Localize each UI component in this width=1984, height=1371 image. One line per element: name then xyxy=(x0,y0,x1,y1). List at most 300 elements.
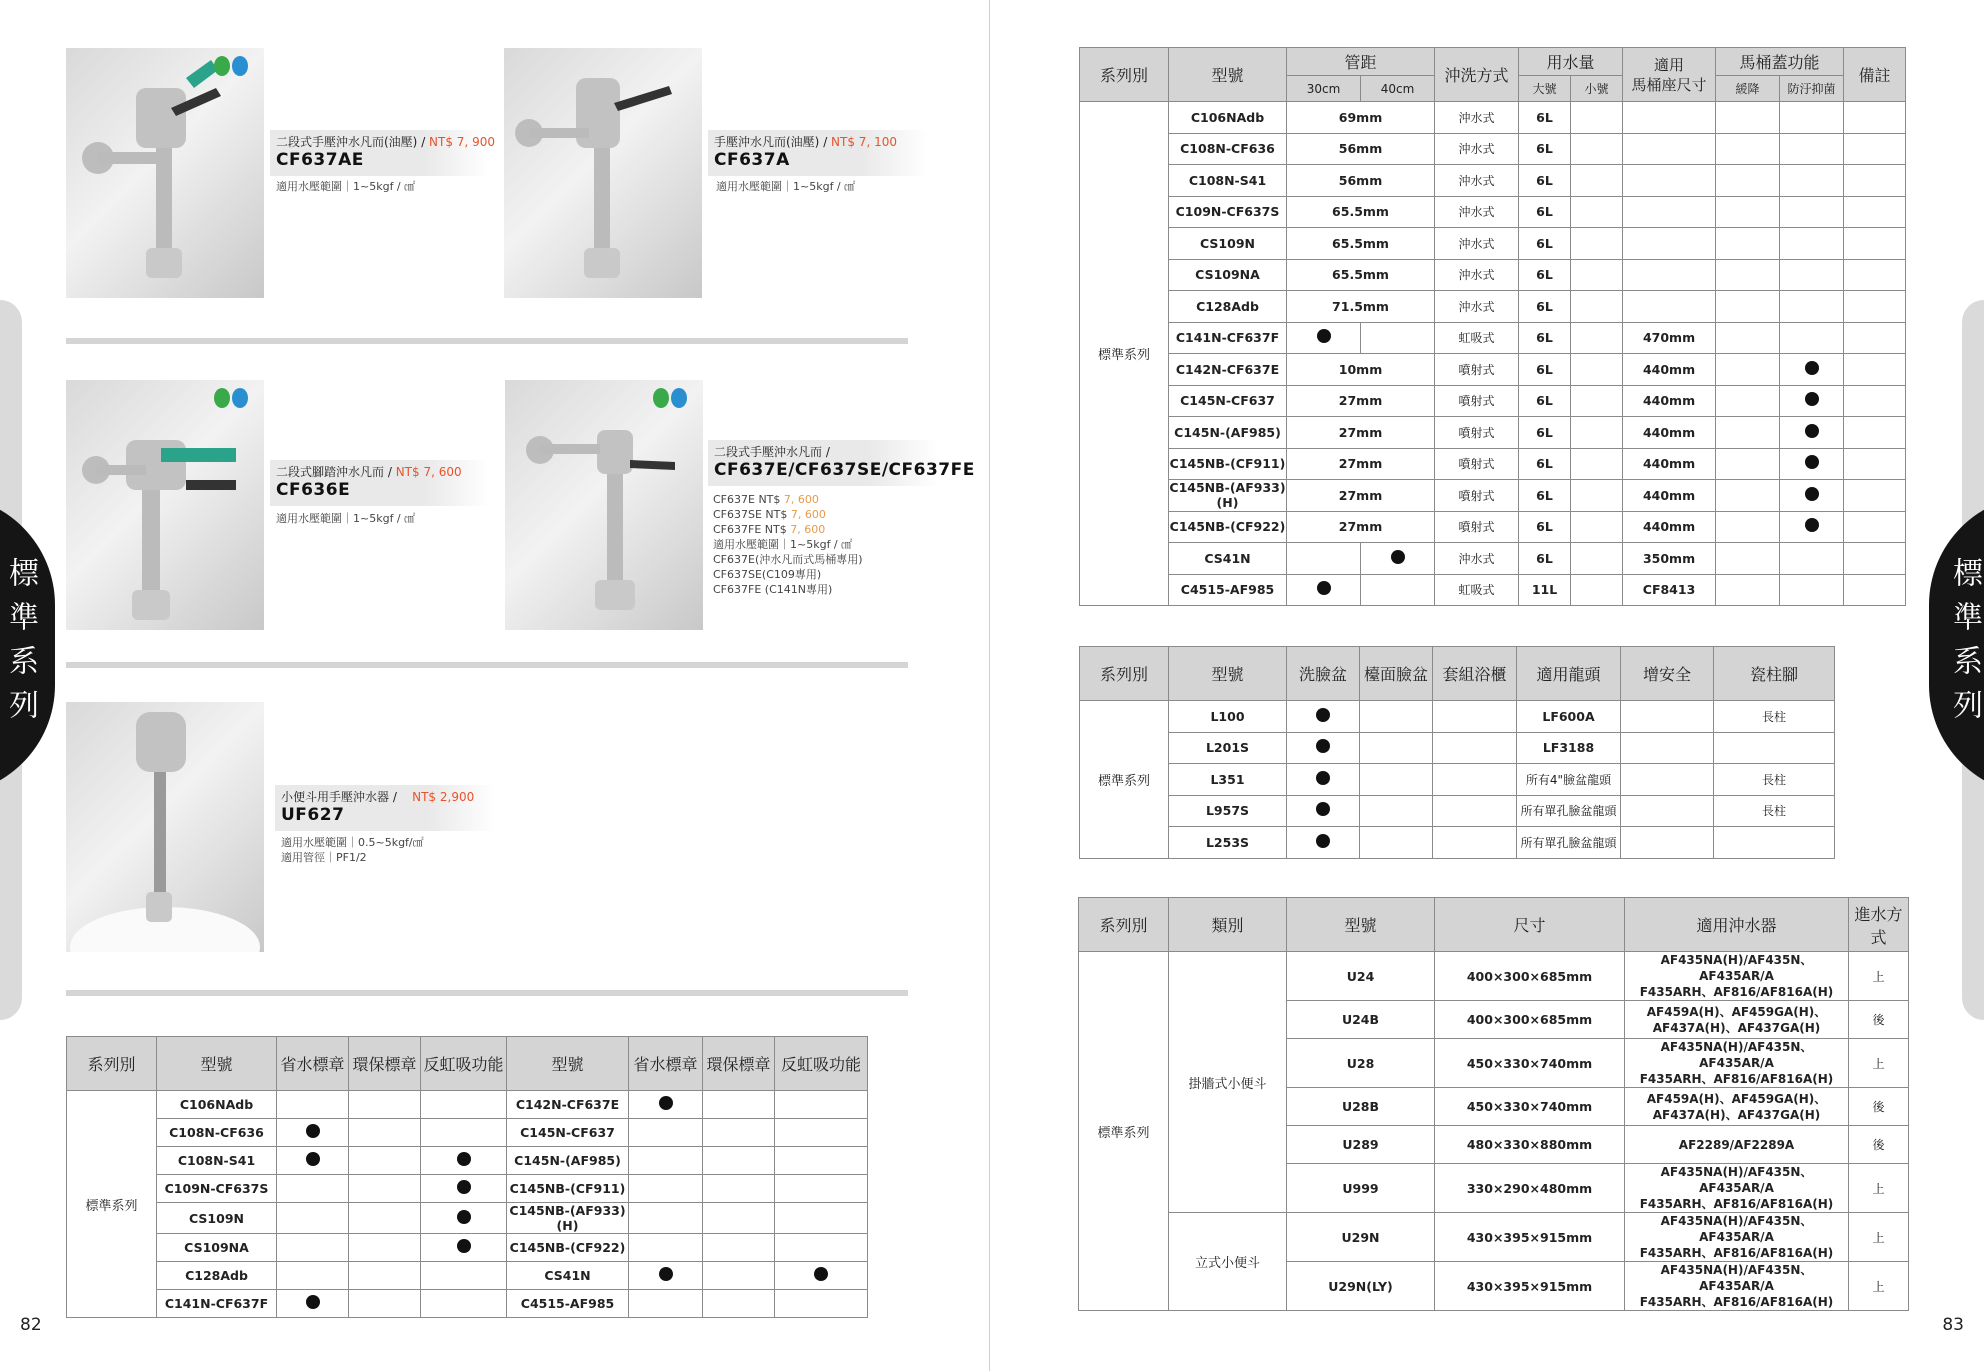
table-row xyxy=(1080,291,1906,323)
table-cell: AF435NA(H)/AF435N、AF435AR/A F435ARH、AF816/AF816A(H) xyxy=(1625,1039,1849,1088)
table-row xyxy=(1080,764,1835,796)
col-header: 環保標章 xyxy=(349,1037,421,1091)
table-cell: C145NB-(AF933)(H) xyxy=(507,1203,629,1234)
col-header: 適用 馬桶座尺寸 xyxy=(1623,48,1716,102)
table-row xyxy=(1080,480,1906,512)
table-cell: L201S xyxy=(1169,732,1287,764)
table-cell xyxy=(421,1147,507,1175)
col-header: 型號 xyxy=(157,1037,277,1091)
table-cell xyxy=(1571,102,1623,134)
table-cell xyxy=(1571,165,1623,197)
col-header: 備註 xyxy=(1844,48,1906,102)
col-header: 類別 xyxy=(1169,898,1287,952)
table-cell: C128Adb xyxy=(157,1262,277,1290)
product-spec-block: 適用水壓範圍｜0.5~5kgf/㎠ 適用管徑｜PF1/2 xyxy=(281,836,424,864)
table-cell xyxy=(775,1175,868,1203)
table-cell: 440mm xyxy=(1623,480,1716,512)
check-dot-icon xyxy=(457,1239,471,1253)
table-cell xyxy=(1716,511,1780,543)
table-cell: 沖水式 xyxy=(1435,165,1519,197)
col-header: 系列別 xyxy=(1079,898,1169,952)
eco-label-icon xyxy=(214,56,254,78)
col-header: 型號 xyxy=(507,1037,629,1091)
table-cell: C109N-CF637S xyxy=(1169,196,1287,228)
table-cell: 標準系列 xyxy=(1080,701,1169,859)
table-cell xyxy=(1361,574,1435,606)
table-cell: 長柱 xyxy=(1714,764,1835,796)
page-number: 83 xyxy=(1942,1315,1964,1335)
table-cell xyxy=(349,1091,421,1119)
table-cell xyxy=(421,1091,507,1119)
right-page xyxy=(990,0,1984,1371)
product-photo-cf637e-series xyxy=(505,380,703,630)
check-dot-icon xyxy=(1805,392,1819,406)
table-cell: 56mm xyxy=(1287,133,1435,165)
table-cell xyxy=(1571,291,1623,323)
table-cell: CF8413 xyxy=(1623,574,1716,606)
table-row xyxy=(1079,952,1909,1001)
table-cell: U28 xyxy=(1287,1039,1435,1088)
table-row xyxy=(1080,448,1906,480)
table-cell xyxy=(1433,701,1517,733)
check-dot-icon xyxy=(1316,834,1330,848)
table-row xyxy=(67,1091,868,1119)
table-cell: 上 xyxy=(1849,952,1909,1001)
table-cell: 後 xyxy=(1849,1088,1909,1126)
table-cell: 上 xyxy=(1849,1213,1909,1262)
product-tag-cf637e-series xyxy=(708,440,975,486)
table-cell xyxy=(349,1290,421,1318)
check-dot-icon xyxy=(1317,581,1331,595)
table-cell xyxy=(1623,165,1716,197)
table-cell: 6L xyxy=(1519,448,1571,480)
table-cell: 噴射式 xyxy=(1435,480,1519,512)
product-model: CF637AE xyxy=(276,150,364,170)
table-cell xyxy=(703,1147,775,1175)
table-cell: 長柱 xyxy=(1714,795,1835,827)
table-cell xyxy=(1621,732,1714,764)
table-cell: U24 xyxy=(1287,952,1435,1001)
table-cell: AF435NA(H)/AF435N、AF435AR/A F435ARH、AF816/AF816A(H) xyxy=(1625,1164,1849,1213)
product-title: 二段式手壓沖水凡而(油壓) xyxy=(276,135,418,149)
table-cell xyxy=(1844,322,1906,354)
product-price: NT$ 7, 900 xyxy=(429,135,495,149)
table-cell: C145NB-(AF933)(H) xyxy=(1169,480,1286,511)
product-price: NT$ 7, 100 xyxy=(831,135,897,149)
table-row xyxy=(1080,165,1906,197)
table-cell: C142N-CF637E xyxy=(1169,354,1287,386)
product-title: 手壓沖水凡而(油壓) xyxy=(714,135,820,149)
product-photo-cf636e xyxy=(66,380,264,630)
check-dot-icon xyxy=(457,1180,471,1194)
table-cell xyxy=(1360,701,1433,733)
col-header: 瓷柱腳 xyxy=(1714,647,1835,701)
table-row xyxy=(1080,385,1906,417)
product-spec: 適用水壓範圍｜1~5kgf / ㎠ xyxy=(276,180,416,193)
table-cell xyxy=(1571,385,1623,417)
table-row xyxy=(1080,701,1835,733)
col-header: 進水方式 xyxy=(1849,898,1909,952)
table-cell: 6L xyxy=(1519,480,1571,512)
product-photo-cf637a xyxy=(504,48,702,298)
check-dot-icon xyxy=(659,1267,673,1281)
check-dot-icon xyxy=(1805,424,1819,438)
table-cell: 沖水式 xyxy=(1435,102,1519,134)
table-cell xyxy=(1714,732,1835,764)
table-cell xyxy=(1780,259,1844,291)
table-cell xyxy=(1360,764,1433,796)
table-row xyxy=(1080,196,1906,228)
table-cell xyxy=(629,1203,703,1234)
col-header: 型號 xyxy=(1287,898,1435,952)
check-dot-icon xyxy=(457,1210,471,1224)
check-dot-icon xyxy=(1805,518,1819,532)
section-divider xyxy=(66,338,908,344)
table-cell: AF2289/AF2289A xyxy=(1625,1126,1849,1164)
table-cell: LF600A xyxy=(1517,701,1621,733)
table-cell: 450×330×740mm xyxy=(1435,1039,1625,1088)
table-cell xyxy=(1844,228,1906,260)
side-tab-label: 標準系列 xyxy=(0,495,55,795)
table-cell: 所有4"臉盆龍頭 xyxy=(1517,764,1621,796)
table-cell: CS109NA xyxy=(1169,259,1287,291)
table-row xyxy=(1080,511,1906,543)
table-cell: 10mm xyxy=(1287,354,1435,386)
product-price: NT$ 2,900 xyxy=(412,790,475,804)
col-header: 檯面臉盆 xyxy=(1360,647,1433,701)
table-cell: 掛牆式小便斗 xyxy=(1169,952,1287,1213)
table-cell xyxy=(629,1147,703,1175)
table-cell: C145N-(AF985) xyxy=(507,1147,629,1175)
table-cell xyxy=(421,1290,507,1318)
col-subheader: 40cm xyxy=(1361,76,1435,102)
check-dot-icon xyxy=(659,1096,673,1110)
table-cell: C145NB-(CF922) xyxy=(507,1234,629,1262)
table-cell: 440mm xyxy=(1623,385,1716,417)
table-cell xyxy=(1621,827,1714,859)
table-cell xyxy=(1844,196,1906,228)
table-cell: AF435NA(H)/AF435N、AF435AR/A F435ARH、AF816/AF816A(H) xyxy=(1625,952,1849,1001)
table-cell xyxy=(421,1175,507,1203)
table-cell xyxy=(1716,448,1780,480)
table-cell xyxy=(629,1175,703,1203)
table-cell: C145NB-(CF922) xyxy=(1169,511,1287,543)
table-cell xyxy=(1780,165,1844,197)
table-cell: C141N-CF637F xyxy=(1169,322,1287,354)
table-cell xyxy=(1780,574,1844,606)
table-cell xyxy=(1433,827,1517,859)
table-cell xyxy=(1287,732,1360,764)
table-cell xyxy=(1780,196,1844,228)
product-model: CF637A xyxy=(714,150,790,170)
table-cell xyxy=(1780,354,1844,386)
table-cell: U29N xyxy=(1287,1213,1435,1262)
product-spec-block: CF637E NT$ 7, 600 CF637SE NT$ 7, 600 CF637FE NT$ 7, 600 適用水壓範圍｜1~5kgf / ㎠ CF637E(沖水凡而式馬桶專用) CF637SE(C109專用) CF637FE (C141N專用) xyxy=(713,493,863,596)
product-model: CF636E xyxy=(276,480,351,500)
table-cell xyxy=(421,1119,507,1147)
table-cell xyxy=(349,1262,421,1290)
urinal-spec-table xyxy=(1078,897,1909,1311)
col-header: 型號 xyxy=(1169,647,1287,701)
table-cell xyxy=(277,1262,349,1290)
table-cell: L351 xyxy=(1169,764,1287,796)
product-tag-uf627 xyxy=(275,785,495,831)
table-cell xyxy=(1780,511,1844,543)
table-cell xyxy=(1716,133,1780,165)
table-cell xyxy=(1716,480,1780,512)
table-cell: 6L xyxy=(1519,385,1571,417)
col-header: 用水量 xyxy=(1519,48,1623,76)
table-cell: 6L xyxy=(1519,291,1571,323)
table-cell xyxy=(1844,417,1906,449)
table-cell xyxy=(1844,511,1906,543)
table-cell: C128Adb xyxy=(1169,291,1287,323)
table-cell xyxy=(277,1175,349,1203)
table-cell: 沖水式 xyxy=(1435,228,1519,260)
table-cell xyxy=(1571,354,1623,386)
table-cell xyxy=(629,1234,703,1262)
table-cell: U28B xyxy=(1287,1088,1435,1126)
table-row xyxy=(1080,732,1835,764)
table-cell xyxy=(1433,732,1517,764)
col-header: 沖洗方式 xyxy=(1435,48,1519,102)
table-cell: LF3188 xyxy=(1517,732,1621,764)
table-cell xyxy=(1571,322,1623,354)
table-cell: 6L xyxy=(1519,543,1571,575)
table-cell: C108N-S41 xyxy=(1169,165,1287,197)
table-cell: 後 xyxy=(1849,1126,1909,1164)
table-cell: 噴射式 xyxy=(1435,448,1519,480)
table-cell: 330×290×480mm xyxy=(1435,1164,1625,1213)
check-dot-icon xyxy=(1316,708,1330,722)
table-cell xyxy=(629,1262,703,1290)
table-cell: 400×300×685mm xyxy=(1435,952,1625,1001)
table-cell: C145NB-(CF911) xyxy=(1169,448,1287,480)
table-cell: 上 xyxy=(1849,1164,1909,1213)
table-cell: 480×330×880mm xyxy=(1435,1126,1625,1164)
table-cell xyxy=(1844,574,1906,606)
col-header: 洗臉盆 xyxy=(1287,647,1360,701)
table-cell: 6L xyxy=(1519,102,1571,134)
table-cell: AF459A(H)、AF459GA(H)、 AF437A(H)、AF437GA(H) xyxy=(1625,1088,1849,1126)
col-header: 增安全 xyxy=(1621,647,1714,701)
table-cell: 6L xyxy=(1519,417,1571,449)
table-cell xyxy=(1780,228,1844,260)
table-cell: 440mm xyxy=(1623,417,1716,449)
table-cell xyxy=(1623,196,1716,228)
table-cell xyxy=(1714,827,1835,859)
table-cell xyxy=(1716,165,1780,197)
col-header: 環保標章 xyxy=(703,1037,775,1091)
table-cell xyxy=(629,1091,703,1119)
table-cell: 65.5mm xyxy=(1287,196,1435,228)
table-cell: 430×395×915mm xyxy=(1435,1213,1625,1262)
table-cell: C141N-CF637F xyxy=(157,1290,277,1318)
side-tab-label: 標準系列 xyxy=(1929,495,1984,795)
table-cell xyxy=(1780,291,1844,323)
table-cell: 虹吸式 xyxy=(1435,322,1519,354)
table-cell: U29N(LY) xyxy=(1287,1262,1435,1311)
table-cell xyxy=(1433,795,1517,827)
table-cell xyxy=(775,1147,868,1175)
table-cell xyxy=(1780,480,1844,512)
eco-label-icon xyxy=(653,388,693,410)
table-cell xyxy=(1780,322,1844,354)
table-cell xyxy=(421,1234,507,1262)
check-dot-icon xyxy=(1805,455,1819,469)
table-cell xyxy=(629,1290,703,1318)
eco-label-icon xyxy=(214,388,254,410)
table-cell xyxy=(1716,102,1780,134)
table-cell: C145NB-(CF911) xyxy=(507,1175,629,1203)
table-cell: 沖水式 xyxy=(1435,133,1519,165)
table-cell xyxy=(1844,354,1906,386)
check-dot-icon xyxy=(814,1267,828,1281)
col-subheader: 小號 xyxy=(1571,76,1623,102)
table-row xyxy=(1080,228,1906,260)
table-cell xyxy=(775,1262,868,1290)
table-cell: AF435NA(H)/AF435N、AF435AR/A F435ARH、AF816/AF816A(H) xyxy=(1625,1213,1849,1262)
table-cell xyxy=(349,1203,421,1234)
table-cell: 27mm xyxy=(1287,480,1435,512)
table-cell: C4515-AF985 xyxy=(1169,574,1287,606)
table-cell: C108N-CF636 xyxy=(1169,133,1287,165)
table-cell xyxy=(703,1290,775,1318)
table-cell: L253S xyxy=(1169,827,1287,859)
table-cell: C109N-CF637S xyxy=(157,1175,277,1203)
table-cell xyxy=(629,1119,703,1147)
table-cell xyxy=(1623,259,1716,291)
table-cell xyxy=(1844,133,1906,165)
table-cell xyxy=(1571,574,1623,606)
col-header: 省水標章 xyxy=(277,1037,349,1091)
table-cell xyxy=(1621,795,1714,827)
col-header: 套組浴櫃 xyxy=(1433,647,1517,701)
table-cell: 400×300×685mm xyxy=(1435,1001,1625,1039)
table-cell xyxy=(1361,322,1435,354)
table-cell xyxy=(277,1091,349,1119)
table-cell xyxy=(703,1234,775,1262)
table-cell: CS41N xyxy=(507,1262,629,1290)
table-row xyxy=(1080,322,1906,354)
table-cell: 長柱 xyxy=(1714,701,1835,733)
col-header: 系列別 xyxy=(1080,48,1169,102)
table-cell xyxy=(1780,133,1844,165)
table-cell: 噴射式 xyxy=(1435,511,1519,543)
table-row xyxy=(67,1119,868,1147)
table-cell: 沖水式 xyxy=(1435,196,1519,228)
col-header: 適用龍頭 xyxy=(1517,647,1621,701)
col-header: 反虹吸功能 xyxy=(421,1037,507,1091)
table-cell xyxy=(1844,385,1906,417)
table-cell xyxy=(277,1290,349,1318)
product-title: 小便斗用手壓沖水器 / xyxy=(281,790,397,804)
product-spec: 適用水壓範圍｜1~5kgf / ㎠ xyxy=(276,512,416,525)
table-cell xyxy=(1716,322,1780,354)
table-cell: C145N-(AF985) xyxy=(1169,417,1287,449)
table-cell: C145N-CF637 xyxy=(1169,385,1287,417)
col-header: 管距 xyxy=(1287,48,1435,76)
table-cell xyxy=(1287,701,1360,733)
check-dot-icon xyxy=(306,1295,320,1309)
table-cell: L100 xyxy=(1169,701,1287,733)
table-cell xyxy=(1844,165,1906,197)
table-cell xyxy=(775,1234,868,1262)
table-cell: 虹吸式 xyxy=(1435,574,1519,606)
basin-spec-table xyxy=(1079,646,1835,859)
table-cell xyxy=(703,1262,775,1290)
table-cell xyxy=(1287,795,1360,827)
table-cell xyxy=(1571,417,1623,449)
table-cell xyxy=(1844,543,1906,575)
table-cell xyxy=(1361,543,1435,575)
table-cell xyxy=(349,1147,421,1175)
table-cell: 440mm xyxy=(1623,448,1716,480)
check-dot-icon xyxy=(306,1124,320,1138)
table-cell: 沖水式 xyxy=(1435,259,1519,291)
table-cell: 標準系列 xyxy=(1080,102,1169,606)
col-header: 馬桶蓋功能 xyxy=(1716,48,1844,76)
page-number: 82 xyxy=(20,1315,42,1335)
table-cell: 上 xyxy=(1849,1039,1909,1088)
table-cell xyxy=(349,1234,421,1262)
table-cell: 所有單孔臉盆龍頭 xyxy=(1517,827,1621,859)
table-cell: 所有單孔臉盆龍頭 xyxy=(1517,795,1621,827)
table-row xyxy=(67,1262,868,1290)
product-title: 二段式手壓沖水凡而 / xyxy=(714,445,830,459)
col-header: 反虹吸功能 xyxy=(775,1037,868,1091)
col-header: 系列別 xyxy=(67,1037,157,1091)
table-cell: C108N-S41 xyxy=(157,1147,277,1175)
table-row xyxy=(67,1175,868,1203)
table-cell xyxy=(1360,827,1433,859)
check-dot-icon xyxy=(1805,487,1819,501)
table-cell xyxy=(1571,133,1623,165)
table-cell xyxy=(1621,764,1714,796)
table-row xyxy=(1080,417,1906,449)
table-cell: AF435NA(H)/AF435N、AF435AR/A F435ARH、AF816/AF816A(H) xyxy=(1625,1262,1849,1311)
table-cell xyxy=(1716,354,1780,386)
table-cell xyxy=(1623,133,1716,165)
table-cell xyxy=(775,1290,868,1318)
table-cell: CS109N xyxy=(157,1203,277,1234)
table-cell: C4515-AF985 xyxy=(507,1290,629,1318)
product-model: CF637E/CF637SE/CF637FE xyxy=(714,460,975,480)
product-tag-cf637a: 手壓沖水凡而(油壓) / NT$ 7, 100 CF637A xyxy=(708,130,928,176)
table-cell: 6L xyxy=(1519,511,1571,543)
table-cell xyxy=(1716,291,1780,323)
product-tag-cf636e: 二段式腳踏沖水凡而 / NT$ 7, 600 CF636E xyxy=(270,460,490,506)
product-price: NT$ 7, 600 xyxy=(395,465,462,479)
table-cell: 470mm xyxy=(1623,322,1716,354)
table-cell xyxy=(1844,102,1906,134)
table-cell xyxy=(421,1203,507,1234)
table-cell xyxy=(349,1119,421,1147)
table-cell: L957S xyxy=(1169,795,1287,827)
table-cell xyxy=(1360,795,1433,827)
table-cell: U999 xyxy=(1287,1164,1435,1213)
table-cell: 沖水式 xyxy=(1435,543,1519,575)
table-cell xyxy=(1287,827,1360,859)
table-cell xyxy=(277,1234,349,1262)
table-cell xyxy=(1571,543,1623,575)
table-row xyxy=(67,1203,868,1234)
table-row xyxy=(1080,795,1835,827)
table-cell: 6L xyxy=(1519,259,1571,291)
table-cell: CS109N xyxy=(1169,228,1287,260)
table-cell: C108N-CF636 xyxy=(157,1119,277,1147)
check-dot-icon xyxy=(1805,361,1819,375)
